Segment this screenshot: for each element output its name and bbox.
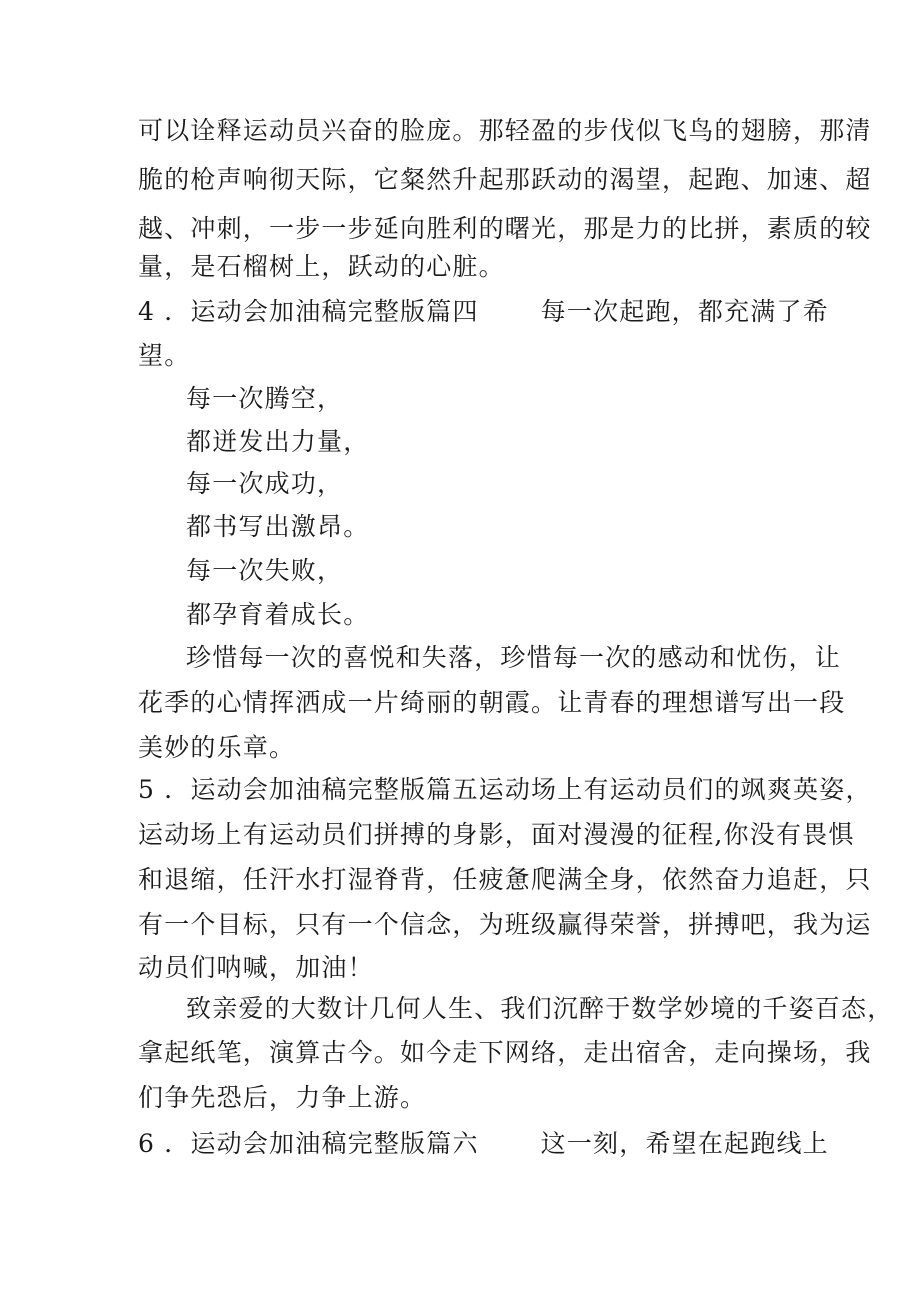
section-heading-4 xyxy=(138,295,829,329)
paragraph-line: 有一个目标，只有一个信念，为班级赢得荣誉，拼搏吧，我为运 xyxy=(138,910,872,939)
paragraph-line: 花季的心情挥洒成一片绮丽的朝霞。让青春的理想谱写出一段 xyxy=(138,688,846,717)
paragraph-line: 和退缩，任汗水打湿脊背，任疲惫爬满全身，依然奋力追赶，只 xyxy=(138,865,872,894)
paragraph-line: 可以诠释运动员兴奋的脸庞。那轻盈的步伐似飞鸟的翅膀，那清 xyxy=(138,116,872,145)
paragraph-line: 量，是石榴树上，跃动的心脏。 xyxy=(138,252,505,281)
poem-line: 都孕育着成长。 xyxy=(186,600,370,629)
section-heading-6 xyxy=(138,1127,829,1161)
paragraph-line: 脆的枪声响彻天际，它粲然升起那跃动的渴望，起跑、加速、超 xyxy=(138,165,872,194)
poem-line: 都书写出激昂。 xyxy=(186,512,370,541)
poem-line: 每一次失败， xyxy=(186,556,344,585)
paragraph-line: 越、冲刺，一步一步延向胜利的曙光，那是力的比拼，素质的较 xyxy=(138,214,872,243)
section-heading-4-title: 4 ．运动会加油稿完整版篇四 xyxy=(138,297,479,326)
paragraph-line: 运动场上有运动员们拼搏的身影，面对漫漫的征程,你没有畏惧 xyxy=(138,820,855,849)
paragraph-line: 们争先恐后，力争上游。 xyxy=(138,1083,427,1112)
paragraph-line: 珍惜每一次的喜悦和失落，珍惜每一次的感动和忧伤，让 xyxy=(186,643,842,672)
paragraph-line: 致亲爱的大数计几何人生、我们沉醉于数学妙境的千姿百态， xyxy=(186,994,894,1023)
section-heading-5: 5 ．运动会加油稿完整版篇五运动场上有运动员们的飒爽英姿， xyxy=(138,775,872,804)
poem-line: 每一次成功， xyxy=(186,469,344,498)
section-heading-6-text: 这一刻，希望在起跑线上 xyxy=(540,1129,829,1158)
section-heading-6-title: 6 ．运动会加油稿完整版篇六 xyxy=(138,1129,479,1158)
section-heading-4-continuation: 望。 xyxy=(138,341,191,370)
paragraph-line: 动员们呐喊，加油！ xyxy=(138,953,374,982)
paragraph-line: 拿起纸笔，演算古今。如今走下网络，走出宿舍，走向操场，我 xyxy=(138,1038,872,1067)
paragraph-line: 美妙的乐章。 xyxy=(138,733,296,762)
poem-line: 都迸发出力量， xyxy=(186,427,370,456)
poem-line: 每一次腾空， xyxy=(186,384,344,413)
section-heading-4-text: 每一次起跑，都充满了希 xyxy=(540,297,829,326)
